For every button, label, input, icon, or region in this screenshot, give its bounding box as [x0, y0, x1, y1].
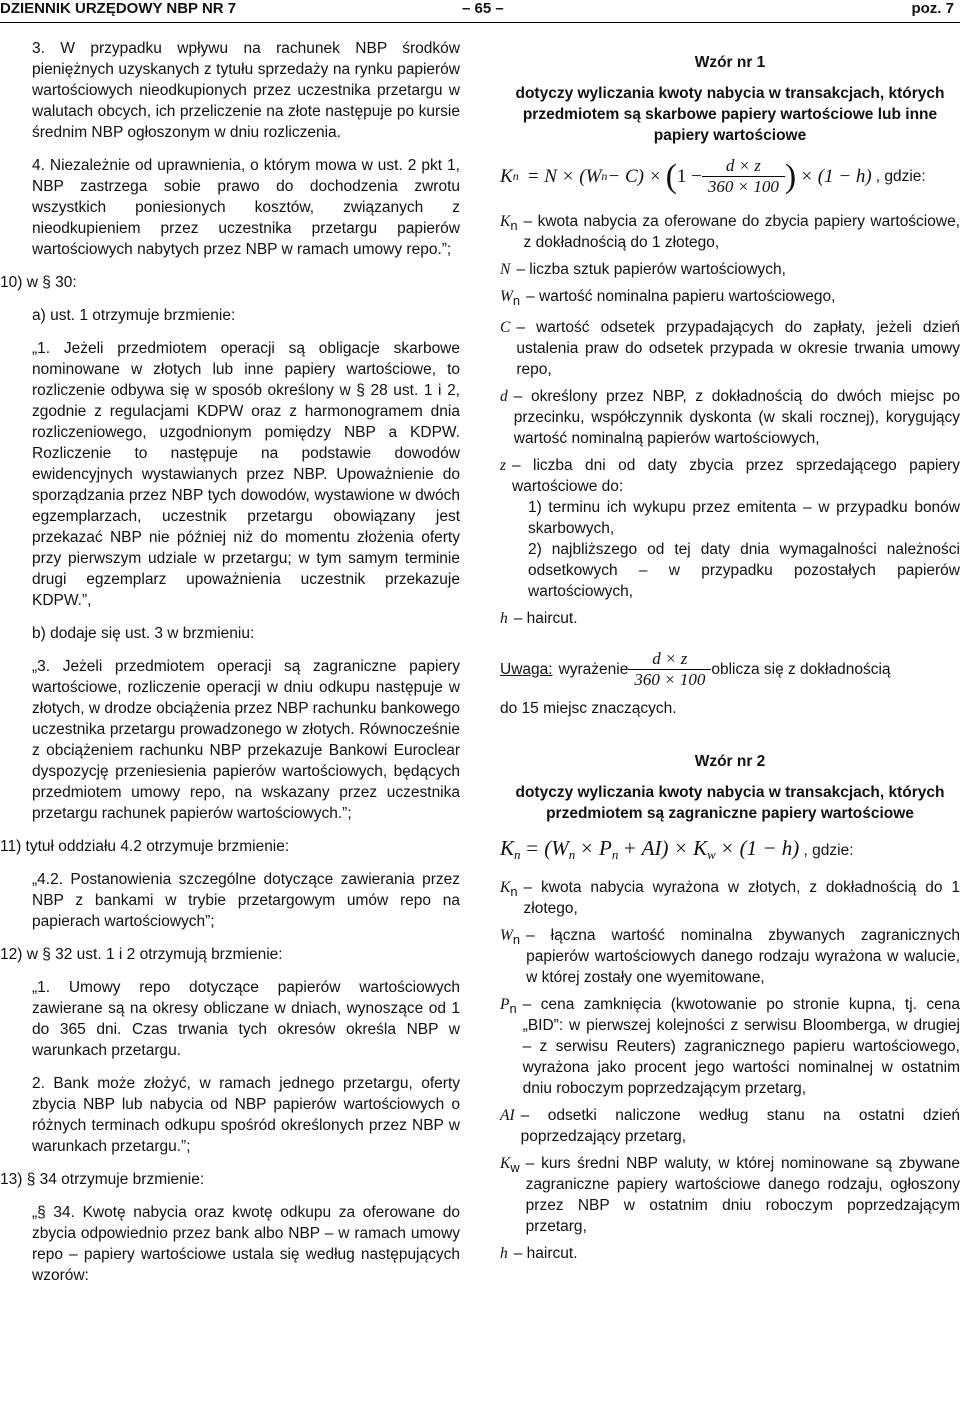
note-cont: do 15 miejsc znaczących.	[500, 700, 677, 718]
page-header	[0, 0, 960, 22]
def2-kn: $K_n$ – kwota nabycia wyrażona w złotych, z dokładnością do 1 złotego,	[500, 879, 960, 918]
def-z: z – liczba dni od daty zbycia przez sprzedającego papiery wartościowe do:	[500, 457, 960, 496]
formula-1-definitions	[500, 211, 960, 629]
formula-2-title: Wzór nr 2	[694, 753, 766, 771]
item-12: 12) w § 32 ust. 1 i 2 otrzymują brzmienie:	[0, 946, 283, 963]
def-z-2: 2) najbliższego od tej daty dnia wymagalności należności odsetkowych – w przypadku pozostałych papierów wartościowych,	[528, 541, 960, 601]
quote-ust-1: „1. Jeżeli przedmiotem operacji są obligacje skarbowe nominowane w złotych lub inne papiery wartościowe, to rozliczenie odbywa się w sposób określony w § 28 ust. 1 i 2, zgodnie z regulacjami KDPW oraz z harmonogramem dnia rozliczeniowego, uzgodnionym pomiędzy NBP a KDPW. Rozliczenie to następuje na podstawie dowodów ewidencyjnych wystawianych przez NBP. Upoważnienie do sporządzania przez NBP tych dowodów, wystawione w dwóch egzemplarzach, uczestnik przetargu obowiązany jest przekazać NBP nie później niż do momentu złożenia oferty przy pierwszym udziale w przetargu; w tym samym terminie drugi egzemplarz upoważnienia uczestnik przekazuje KDPW.”,	[32, 340, 460, 609]
item-11: 11) tytuł oddziału 4.2 otrzymuje brzmienie:	[0, 838, 290, 855]
formula-2-definitions	[500, 877, 960, 1264]
def2-ai: AI – odsetki naliczone według stanu na ostatni dzień poprzedzający przetarg,	[500, 1107, 960, 1146]
quote-34: „§ 34. Kwotę nabycia oraz kwotę odkupu za oferowane do zbycia odpowiednio przez bank albo NBP – w ramach umowy repo – papiery wartościowe ustala się według następujących wzorów:	[32, 1204, 460, 1284]
paragraph-4: 4. Niezależnie od uprawnienia, o którym mowa w ust. 2 pkt 1, NBP zastrzega sobie prawo do dochodzenia zwrotu wszystkich poniesionych kosztów, związanych z nieodkupieniem przez uczestnika przetargu papierów wartościowych nabytych przez NBP w ramach umowy repo.”;	[32, 157, 460, 258]
note: Uwaga: wyrażenie $\frac{d \times z}{360 \times 100}$ oblicza się z dokładnością	[500, 649, 891, 690]
def2-wn: $W_n$ – łączna wartość nominalna zbywanych zagranicznych papierów wartościowych danego rodzaju wyrażona w walucie, w której zostały one wyemitowane,	[500, 927, 960, 987]
item-10b: b) dodaje się ust. 3 w brzmieniu:	[32, 625, 255, 642]
def-d: d – określony przez NBP, z dokładnością do dwóch miejsc po przecinku, współczynnik dyskonta (w skali rocznej), korygujący wartość nominalną papierów wartościowych,	[500, 388, 960, 448]
item-10a: a) ust. 1 otrzymuje brzmienie:	[32, 307, 236, 324]
formula-1: K n = N × (W n − C) × ( 1 − $\frac{d \times z}{360 \times 100}$ ) × (1 − h) , gdzie:	[500, 156, 926, 196]
def-c: C – wartość odsetek przypadających do zapłaty, jeżeli dzień ustalenia praw do odsetek przypada w okresie trwania umowy repo,	[500, 319, 960, 379]
def-kn: $K_n$ – kwota nabycia za oferowane do zbycia papiery wartościowe, z dokładnością do 1 złotego,	[500, 213, 960, 251]
def-h: h – haircut.	[500, 610, 578, 628]
quote-32-2: 2. Bank może złożyć, w ramach jednego przetargu, oferty zbycia NBP lub nabycia od NBP papierów wartościowych o różnych terminach odkupu spośród określonych przez NBP w warunkach przetargu.”;	[32, 1075, 460, 1155]
quote-4-2: „4.2. Postanowienia szczególne dotyczące zawierania przez NBP z bankami w trybie przetargowym umów repo na papierach wartościowych”;	[32, 871, 460, 930]
formula-2-subtitle: dotyczy wyliczania kwoty nabycia w transakcjach, których przedmiotem są zagraniczne papiery wartościowe	[515, 784, 945, 823]
def2-kw: $K_w$ – kurs średni NBP waluty, w której nominowane są zbywane zagraniczne papiery wartościowe danego rodzaju, ogłoszony przez NBP w ostatnim dniu roboczym poprzedzającym przetarg,	[500, 1155, 960, 1236]
note-fraction: $\frac{d \times z}{360 \times 100}$	[628, 649, 711, 690]
formula-1-title: Wzór nr 1	[694, 54, 766, 71]
journal-title: DZIENNIK URZĘDOWY NBP NR 7	[0, 0, 237, 17]
formula-1-subtitle: dotyczy wyliczania kwoty nabycia w transakcjach, których przedmiotem są skarbowe papiery wartościowe lub inne papiery wartościowe	[515, 85, 945, 144]
def-z-1: 1) terminu ich wykupu przez emitenta – w przypadku bonów skarbowych,	[528, 499, 960, 538]
header-rule	[0, 22, 960, 23]
item-13: 13) § 34 otrzymuje brzmienie:	[0, 1171, 205, 1188]
def-n: N – liczba sztuk papierów wartościowych,	[500, 261, 786, 278]
def2-pn: $P_n$ – cena zamknięcia (kwotowanie po stronie kupna, tj. cena „BID”: w pierwszej kolejności z serwisu Bloomberga, w drugiej – z serwisu Reuters) zagranicznego papieru wartościowego, wyrażona jako procent jego wartości nominalnej w ostatnim dniu roboczym poprzedzającym przetarg,	[500, 996, 960, 1098]
position-number: poz. 7	[911, 0, 954, 17]
right-column	[500, 38, 960, 1264]
def-wn: $W_n$ – wartość nominalna papieru wartościowego,	[500, 288, 836, 309]
left-column	[0, 38, 460, 1286]
def2-h: h – haircut.	[500, 1245, 578, 1263]
item-10: 10) w § 30:	[0, 274, 77, 291]
quote-32-1: „1. Umowy repo dotyczące papierów wartościowych zawierane są na okresy obliczane w dniach, wynoszące od 1 do 365 dni. Czas trwania tych okresów określa NBP w warunkach przetargu.	[32, 979, 460, 1059]
paragraph-3: 3. W przypadku wpływu na rachunek NBP środków pieniężnych uzyskanych z tytułu sprzedaży na rynku papierów wartościowych nieodkupionych przez uczestnika przetargu w walutach obcych, ich przeliczenie na złote następuje po kursie średnim NBP ogłoszonym w dniu rozliczenia.	[32, 40, 460, 141]
formula-2: $K_n = (W_n \times P_n + AI) \times K_w \times (1 - h)$ , gdzie:	[500, 836, 854, 863]
page-number: – 65 –	[462, 0, 504, 17]
fraction-d-z: $\frac{d \times z}{360 \times 100}$	[702, 156, 785, 197]
quote-ust-3: „3. Jeżeli przedmiotem operacji są zagraniczne papiery wartościowe, rozliczenie operacji w dniu odkupu następuje w złotych, w drodze obciążenia przez NBP rachunku bankowego uczestnika przetargu prowadzonego w złotych. Równocześnie z obciążeniem rachunku NBP przekazuje Bankowi Euroclear dyspozycję przeniesienia papierów wartościowych, będących przedmiotem umowy repo, na wskazany przez uczestnika przetargu rachunek papierów wartościowych.”;	[32, 658, 460, 822]
